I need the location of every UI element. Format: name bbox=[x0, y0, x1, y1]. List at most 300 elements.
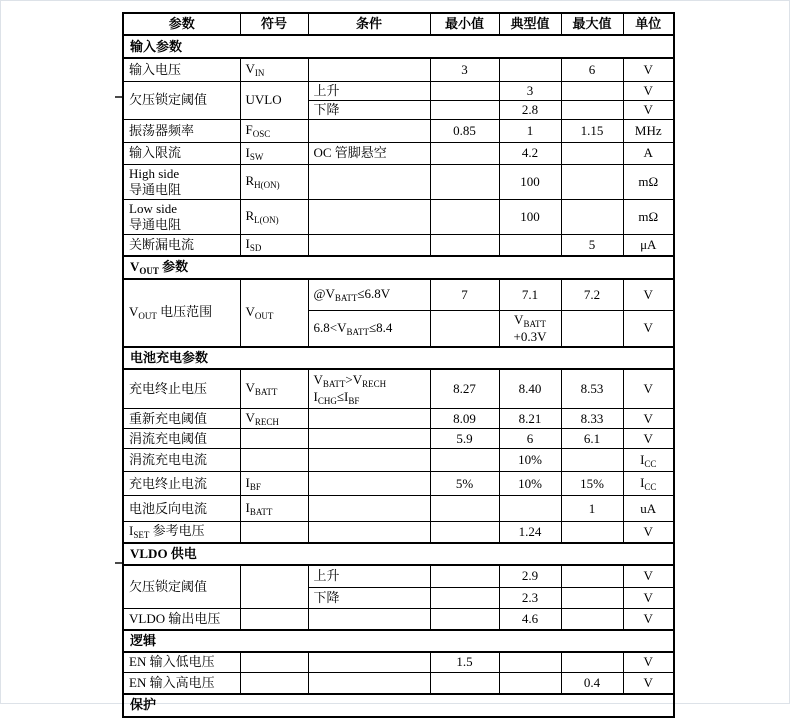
cell-line bbox=[314, 83, 425, 99]
cell-text: V bbox=[643, 674, 653, 690]
cell-text: 逻辑 bbox=[130, 632, 157, 648]
cell-line bbox=[314, 590, 425, 606]
cell-text: 100 bbox=[520, 208, 540, 224]
table-cell bbox=[623, 472, 674, 496]
table-cell bbox=[123, 472, 240, 496]
cell-text: I bbox=[640, 451, 645, 467]
cell-text: 参数 bbox=[158, 259, 189, 274]
cell-text: 1.24 bbox=[518, 523, 542, 539]
cell-text: I bbox=[129, 523, 134, 539]
cell-text: V bbox=[643, 410, 653, 426]
cell-text: 1.15 bbox=[580, 122, 604, 138]
table-row bbox=[123, 119, 674, 142]
cell-text: 上升 bbox=[313, 82, 340, 98]
cell-line bbox=[502, 287, 559, 303]
cell-line bbox=[129, 381, 235, 397]
table-cell bbox=[308, 522, 430, 543]
cell-text: High side bbox=[129, 165, 180, 181]
table-cell bbox=[623, 310, 674, 347]
cell-text: I bbox=[245, 144, 250, 160]
column-header: 最小值 bbox=[430, 13, 499, 35]
table-cell bbox=[240, 409, 308, 429]
table-head bbox=[123, 13, 674, 35]
cell-text: V bbox=[129, 304, 139, 320]
table-cell bbox=[123, 369, 240, 409]
table-cell bbox=[561, 234, 623, 256]
table-cell bbox=[499, 81, 561, 100]
table-row bbox=[123, 234, 674, 256]
table-cell bbox=[430, 279, 499, 310]
cell-text: 6 bbox=[588, 61, 596, 77]
cell-text: V bbox=[643, 61, 653, 77]
header-row bbox=[123, 13, 674, 35]
cell-text: A bbox=[643, 145, 653, 160]
cell-line bbox=[502, 329, 559, 345]
cell-text: 6 bbox=[526, 430, 534, 446]
cell-text: V bbox=[245, 380, 255, 396]
cell-text: 1 bbox=[526, 122, 534, 138]
cell-line bbox=[502, 381, 559, 397]
table-row bbox=[123, 565, 674, 588]
cell-text: V bbox=[245, 410, 255, 425]
table-cell bbox=[623, 496, 674, 522]
cell-line bbox=[564, 431, 621, 447]
column-header: 单位 bbox=[623, 13, 674, 35]
table-cell bbox=[430, 652, 499, 673]
table-cell bbox=[123, 119, 240, 142]
cell-line bbox=[314, 102, 425, 118]
cell-text: 充电终止电流 bbox=[129, 475, 208, 491]
cell-text: 输入参数 bbox=[130, 38, 183, 54]
table-cell bbox=[561, 522, 623, 543]
table-cell bbox=[499, 609, 561, 630]
table-cell bbox=[123, 81, 240, 119]
cell-text: 7.2 bbox=[583, 286, 601, 302]
cell-text: I bbox=[313, 388, 318, 404]
table-cell bbox=[308, 164, 430, 199]
table-row bbox=[123, 609, 674, 630]
table-cell bbox=[430, 429, 499, 449]
table-cell bbox=[430, 369, 499, 409]
table-cell bbox=[561, 496, 623, 522]
cell-line bbox=[564, 123, 621, 139]
cell-line bbox=[246, 304, 303, 321]
table-cell bbox=[623, 652, 674, 673]
cell-line bbox=[626, 411, 672, 427]
table-cell bbox=[240, 472, 308, 496]
table-cell bbox=[123, 142, 240, 164]
electrical-characteristics-table bbox=[122, 12, 675, 718]
table-cell bbox=[430, 496, 499, 522]
cell-text: V bbox=[313, 371, 323, 387]
table-cell bbox=[561, 119, 623, 142]
subscript-text: BF bbox=[348, 395, 360, 406]
cell-text: μA bbox=[640, 236, 657, 252]
cell-text: 4.2 bbox=[521, 145, 539, 160]
table-cell bbox=[623, 100, 674, 119]
cell-text: R bbox=[245, 208, 255, 223]
cell-text: 6.8<V bbox=[313, 319, 347, 335]
cell-text: 6.1 bbox=[583, 430, 601, 446]
cell-text: 欠压锁定阈值 bbox=[129, 92, 208, 107]
table-cell bbox=[499, 142, 561, 164]
subscript-text: RECH bbox=[254, 417, 279, 427]
cell-text: 关断漏电流 bbox=[129, 236, 195, 252]
cell-text: 7.1 bbox=[521, 286, 539, 302]
cell-text: 10% bbox=[518, 452, 542, 467]
table-cell bbox=[123, 652, 240, 673]
table-cell bbox=[430, 234, 499, 256]
cell-line bbox=[314, 286, 425, 303]
table-row bbox=[123, 496, 674, 522]
cell-text: 2.3 bbox=[521, 590, 539, 605]
table-cell bbox=[308, 652, 430, 673]
cell-text: V bbox=[643, 380, 653, 396]
cell-line bbox=[129, 476, 235, 492]
table-cell bbox=[623, 142, 674, 164]
subscript-text: OUT bbox=[254, 311, 274, 322]
cell-text: 8.33 bbox=[580, 410, 604, 426]
section-title bbox=[123, 35, 674, 58]
cell-text: 涓流充电阈值 bbox=[129, 430, 208, 446]
cell-text: +0.3V bbox=[513, 328, 547, 344]
table-cell bbox=[430, 609, 499, 630]
table-cell bbox=[430, 119, 499, 142]
cell-text: 8.40 bbox=[518, 380, 542, 396]
section-row bbox=[123, 543, 674, 565]
cell-text: I bbox=[245, 236, 250, 252]
cell-line bbox=[129, 431, 235, 447]
table-cell bbox=[430, 142, 499, 164]
cell-line bbox=[129, 237, 235, 253]
cell-line bbox=[129, 201, 235, 217]
cell-text: 8.09 bbox=[453, 410, 476, 426]
subscript-text: BATT bbox=[254, 387, 278, 398]
cell-text: 欠压锁定阈值 bbox=[129, 578, 208, 594]
table-cell bbox=[240, 522, 308, 543]
cell-text: 5.9 bbox=[456, 430, 473, 446]
cell-text: 7 bbox=[461, 286, 468, 302]
table-cell bbox=[430, 100, 499, 119]
table-cell bbox=[123, 199, 240, 234]
table-cell bbox=[561, 565, 623, 588]
table-row bbox=[123, 522, 674, 543]
cell-line bbox=[564, 675, 621, 691]
table-cell bbox=[308, 100, 430, 119]
table-cell bbox=[308, 673, 430, 694]
cell-text: 8.53 bbox=[580, 380, 604, 396]
cell-line bbox=[314, 568, 425, 584]
cell-line bbox=[626, 237, 672, 253]
table-cell bbox=[240, 199, 308, 234]
table-cell bbox=[123, 449, 240, 472]
cell-line bbox=[502, 312, 559, 329]
cell-text: 电池充电参数 bbox=[130, 349, 209, 365]
table-cell bbox=[240, 429, 308, 449]
table-cell bbox=[561, 81, 623, 100]
table-cell bbox=[308, 234, 430, 256]
table-cell bbox=[623, 429, 674, 449]
table-cell bbox=[561, 279, 623, 310]
cell-text: 输入电压 bbox=[129, 61, 182, 77]
cell-line bbox=[502, 568, 559, 584]
table-cell bbox=[240, 496, 308, 522]
cell-line bbox=[626, 475, 672, 492]
table-cell bbox=[499, 199, 561, 234]
cell-line bbox=[626, 123, 672, 139]
table-cell bbox=[499, 369, 561, 409]
subscript-text: BF bbox=[249, 482, 261, 492]
cell-line bbox=[626, 590, 672, 606]
cell-text: 5% bbox=[455, 475, 474, 491]
cell-line bbox=[626, 102, 672, 118]
cell-line bbox=[246, 173, 303, 190]
table-cell bbox=[499, 429, 561, 449]
cell-line bbox=[502, 431, 559, 447]
cell-text: 5 bbox=[588, 236, 596, 252]
column-header: 参数 bbox=[123, 13, 240, 35]
subscript-text: OSC bbox=[252, 129, 271, 139]
cell-text: 3 bbox=[461, 61, 468, 77]
table-cell bbox=[623, 565, 674, 588]
table-row bbox=[123, 429, 674, 449]
cell-text: I bbox=[640, 475, 645, 490]
cell-line bbox=[129, 523, 235, 540]
cell-line bbox=[129, 304, 235, 321]
cell-text: ≤8.4 bbox=[368, 319, 393, 335]
table-cell bbox=[123, 409, 240, 429]
cell-text: 重新充电阈值 bbox=[129, 410, 208, 426]
cell-line bbox=[502, 611, 559, 627]
cell-line bbox=[626, 675, 672, 691]
cell-line bbox=[502, 452, 559, 468]
section-title bbox=[123, 630, 674, 652]
cell-text: OC 管脚悬空 bbox=[313, 145, 387, 160]
table-cell bbox=[499, 588, 561, 609]
cell-line bbox=[564, 501, 621, 517]
section-row bbox=[123, 694, 674, 717]
cell-text: R bbox=[245, 173, 255, 188]
table-cell bbox=[240, 142, 308, 164]
table-cell bbox=[308, 81, 430, 100]
cell-text: EN 输入高电压 bbox=[129, 674, 215, 690]
table-cell bbox=[308, 449, 430, 472]
cell-line bbox=[129, 182, 235, 198]
cell-text: VLDO 输出电压 bbox=[129, 610, 221, 626]
table-row bbox=[123, 673, 674, 694]
table-row bbox=[123, 142, 674, 164]
table-cell bbox=[623, 449, 674, 472]
column-header: 典型值 bbox=[499, 13, 561, 35]
cell-line bbox=[129, 217, 235, 233]
cell-line bbox=[246, 236, 303, 253]
cell-line bbox=[246, 145, 303, 162]
section-title bbox=[123, 347, 674, 369]
cell-text: V bbox=[643, 101, 653, 117]
table-row bbox=[123, 369, 674, 409]
cell-text: V bbox=[130, 259, 140, 274]
table-cell bbox=[561, 673, 623, 694]
cell-line bbox=[129, 579, 235, 595]
cell-text: 15% bbox=[580, 475, 604, 491]
table-cell bbox=[308, 429, 430, 449]
cell-line bbox=[246, 410, 303, 427]
table-cell bbox=[623, 369, 674, 409]
cell-line bbox=[246, 92, 303, 108]
cell-line bbox=[129, 452, 235, 468]
cell-text: 1.5 bbox=[456, 654, 473, 670]
cell-text: 4.6 bbox=[521, 610, 539, 626]
table-cell bbox=[623, 81, 674, 100]
cell-text: >V bbox=[345, 371, 363, 387]
cell-text: 2.8 bbox=[521, 101, 539, 117]
table-cell bbox=[561, 369, 623, 409]
table-cell bbox=[430, 449, 499, 472]
cell-text: 8.21 bbox=[518, 410, 542, 426]
table-row bbox=[123, 279, 674, 310]
table-cell bbox=[499, 58, 561, 81]
cell-line bbox=[129, 62, 235, 78]
table-cell bbox=[240, 119, 308, 142]
table-cell bbox=[240, 81, 308, 119]
cell-text: V bbox=[643, 590, 653, 605]
cell-line bbox=[626, 83, 672, 99]
cell-line bbox=[626, 381, 672, 397]
cell-text: 8.27 bbox=[453, 380, 476, 396]
cell-text: 10% bbox=[518, 475, 542, 491]
table-cell bbox=[430, 310, 499, 347]
table-cell bbox=[308, 409, 430, 429]
cell-line bbox=[129, 92, 235, 108]
table-cell bbox=[623, 522, 674, 543]
cell-line bbox=[433, 411, 497, 427]
table-row bbox=[123, 472, 674, 496]
cell-line bbox=[246, 208, 303, 225]
cell-line bbox=[564, 237, 621, 253]
table-cell bbox=[123, 522, 240, 543]
subscript-text: BATT bbox=[322, 378, 346, 389]
cell-text: 1 bbox=[588, 500, 596, 516]
table-row bbox=[123, 652, 674, 673]
table-cell bbox=[623, 119, 674, 142]
cell-text: V bbox=[245, 61, 255, 77]
table-row bbox=[123, 199, 674, 234]
table-cell bbox=[430, 199, 499, 234]
cell-text: I bbox=[245, 500, 250, 515]
cell-line bbox=[129, 411, 235, 427]
cell-line bbox=[246, 475, 303, 492]
table-cell bbox=[499, 522, 561, 543]
table-cell bbox=[499, 409, 561, 429]
table-cell bbox=[308, 119, 430, 142]
cell-line bbox=[129, 501, 235, 517]
subscript-text: BATT bbox=[523, 318, 546, 329]
table-cell bbox=[623, 409, 674, 429]
cell-line bbox=[129, 123, 235, 139]
table-body bbox=[123, 35, 674, 717]
cell-text: 涓流充电电流 bbox=[129, 452, 208, 467]
table-cell bbox=[308, 609, 430, 630]
table-cell bbox=[499, 565, 561, 588]
cell-text: 保护 bbox=[130, 697, 157, 712]
cell-line bbox=[626, 209, 672, 225]
revision-bar-mark bbox=[115, 96, 122, 98]
column-header: 符号 bbox=[240, 13, 308, 35]
cell-line bbox=[626, 287, 672, 303]
cell-text: 上升 bbox=[313, 568, 340, 584]
cell-line bbox=[433, 62, 497, 78]
cell-text: 充电终止电压 bbox=[129, 380, 208, 396]
subscript-text: CHG bbox=[317, 395, 337, 406]
cell-text: UVLO bbox=[245, 92, 282, 107]
table-cell bbox=[308, 588, 430, 609]
cell-text: mΩ bbox=[638, 173, 659, 189]
column-header: 最大值 bbox=[561, 13, 623, 35]
cell-line bbox=[626, 431, 672, 447]
cell-line bbox=[626, 568, 672, 584]
cell-line bbox=[626, 174, 672, 190]
cell-text: V bbox=[643, 320, 653, 335]
cell-line bbox=[314, 145, 425, 161]
table-cell bbox=[623, 673, 674, 694]
table-cell bbox=[430, 522, 499, 543]
table-cell bbox=[240, 673, 308, 694]
subscript-text: CC bbox=[644, 458, 657, 469]
table-cell bbox=[430, 81, 499, 100]
table-cell bbox=[123, 164, 240, 199]
table-cell bbox=[308, 279, 430, 310]
section-row bbox=[123, 630, 674, 652]
cell-text: V bbox=[643, 82, 653, 98]
cell-line bbox=[626, 452, 672, 469]
table-cell bbox=[430, 58, 499, 81]
table-cell bbox=[561, 164, 623, 199]
cell-line bbox=[626, 62, 672, 78]
cell-text: V bbox=[245, 304, 255, 320]
section-title bbox=[123, 694, 674, 717]
table-cell bbox=[308, 496, 430, 522]
cell-text: V bbox=[643, 654, 653, 670]
cell-line bbox=[129, 166, 235, 182]
cell-line bbox=[433, 476, 497, 492]
table-cell bbox=[499, 472, 561, 496]
cell-text: Low side bbox=[129, 200, 178, 216]
section-title bbox=[123, 543, 674, 565]
table-cell bbox=[623, 58, 674, 81]
cell-line bbox=[626, 654, 672, 670]
cell-line bbox=[502, 476, 559, 492]
table-cell bbox=[499, 496, 561, 522]
cell-line bbox=[314, 372, 425, 389]
section-title bbox=[123, 256, 674, 279]
cell-line bbox=[502, 145, 559, 161]
table-cell bbox=[561, 652, 623, 673]
cell-text: V bbox=[643, 286, 653, 302]
subscript-text: L(ON) bbox=[254, 215, 279, 225]
table-cell bbox=[561, 310, 623, 347]
cell-line bbox=[246, 500, 303, 517]
table-cell bbox=[561, 58, 623, 81]
cell-text: @V bbox=[313, 286, 335, 302]
table-cell bbox=[499, 652, 561, 673]
table-cell bbox=[240, 369, 308, 409]
cell-line bbox=[129, 654, 235, 670]
cell-text: ≤I bbox=[336, 388, 349, 404]
cell-text: 导通电阻 bbox=[129, 216, 182, 232]
cell-line bbox=[433, 381, 497, 397]
table-cell bbox=[308, 142, 430, 164]
cell-line bbox=[433, 123, 497, 139]
